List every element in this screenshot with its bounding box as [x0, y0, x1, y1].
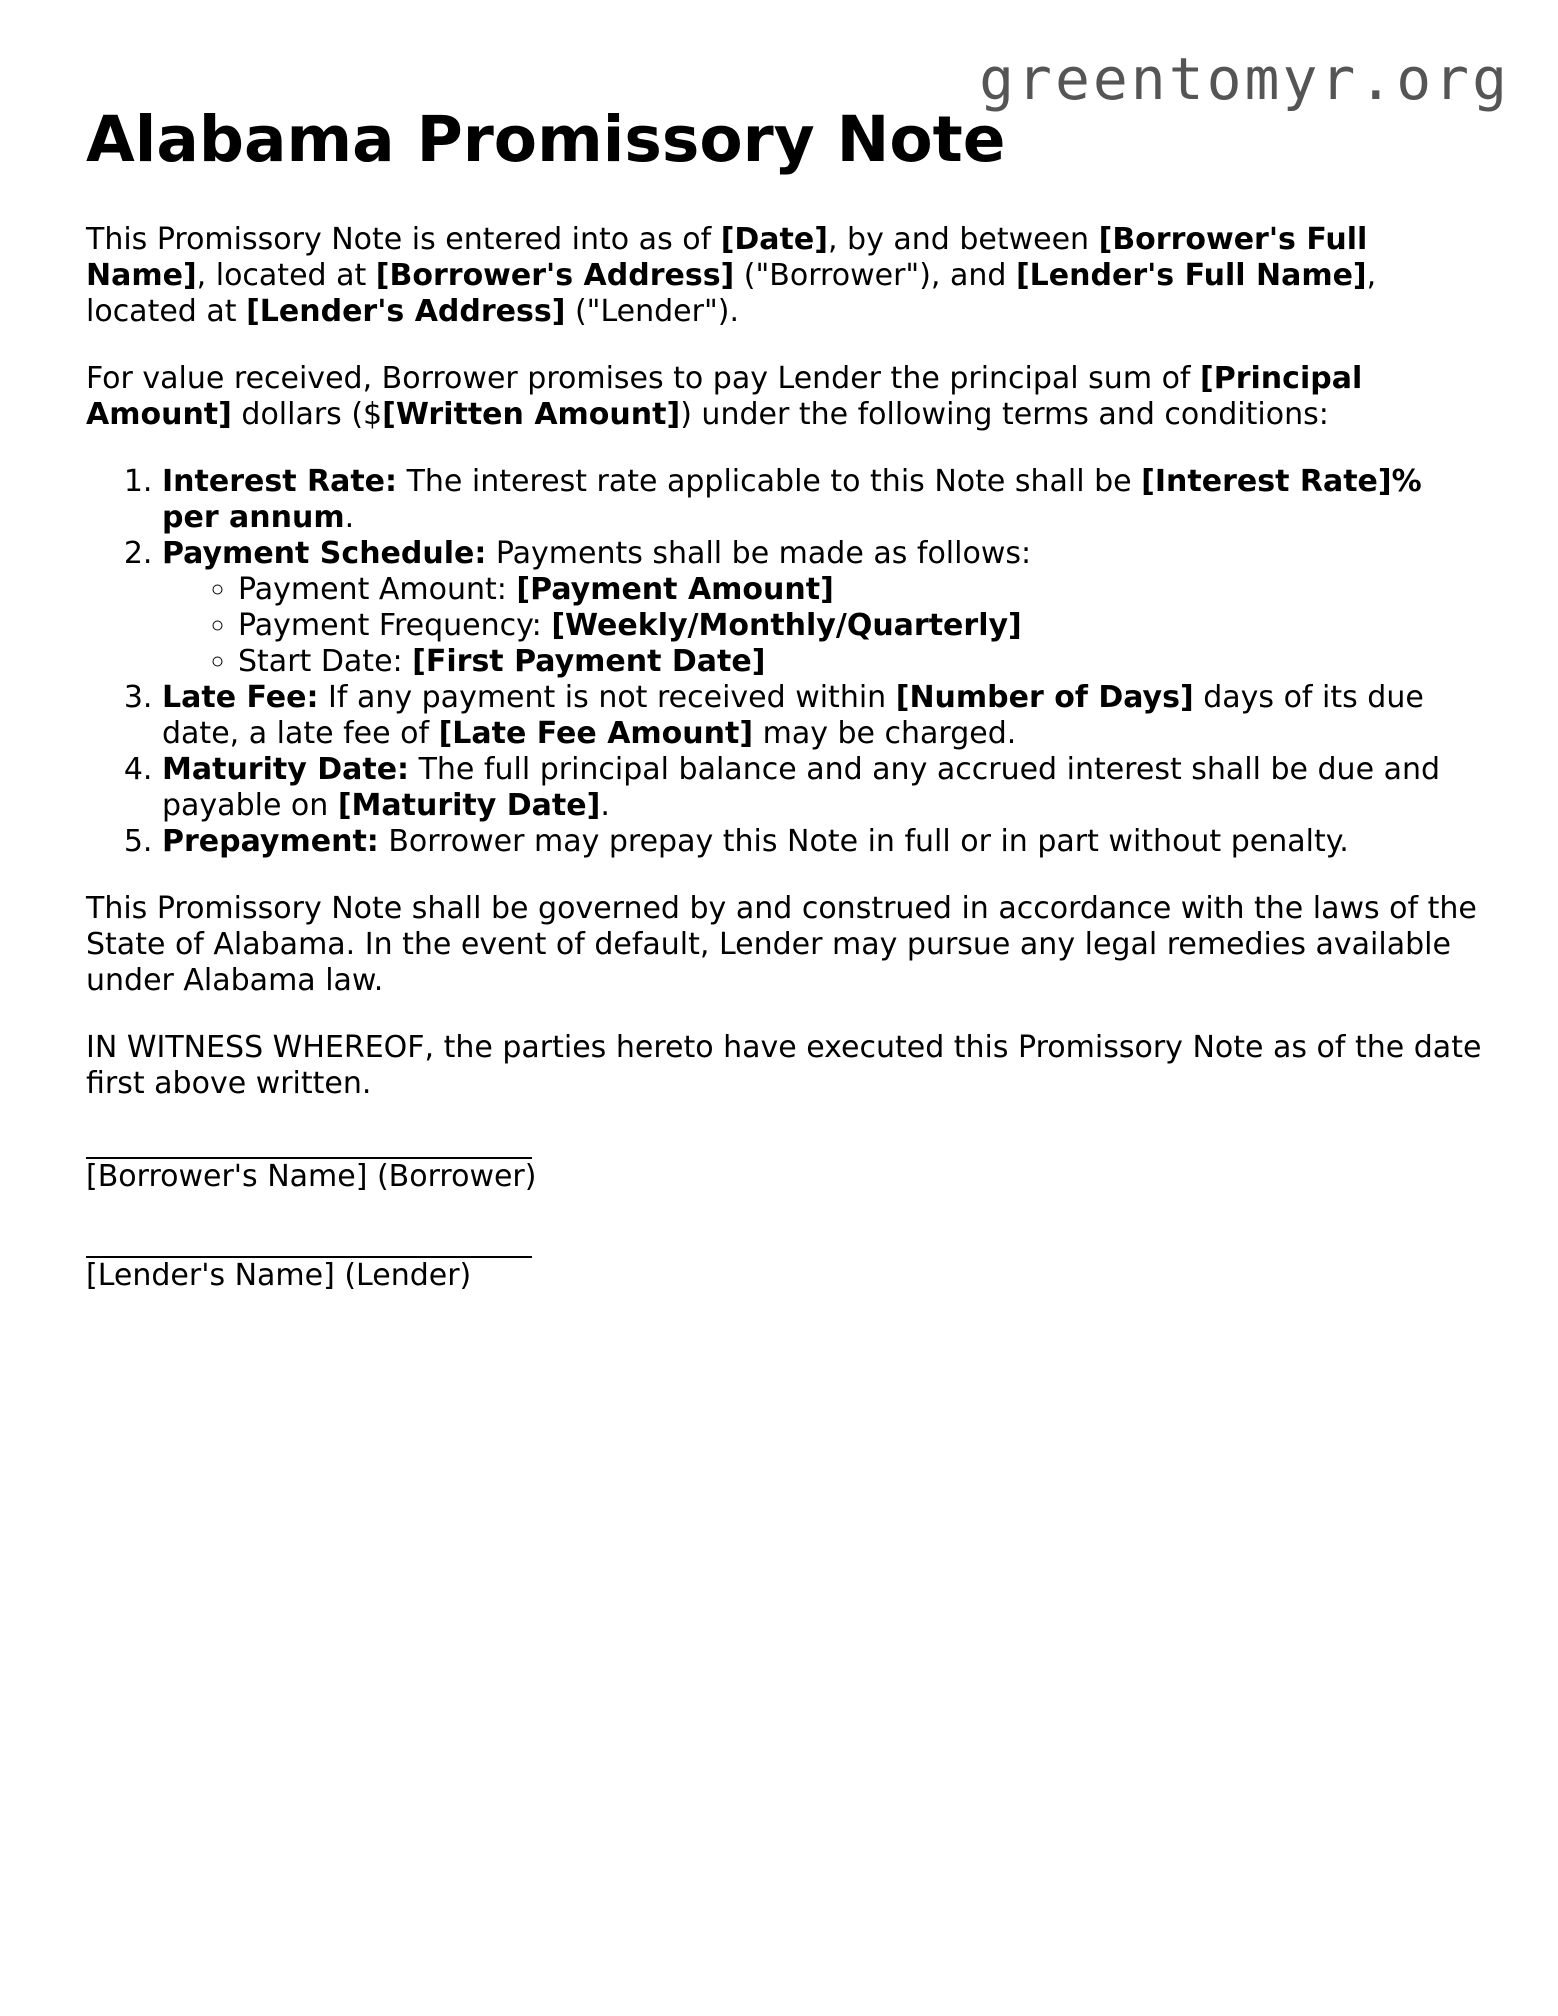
intro-paragraph: This Promissory Note is entered into as of [Date], by and between [Borrower's Full Name], located at [Borrower's Address] ("Borrower"), and [Lender's Full Name], located at [Lender's Address] ("Lender").	[86, 222, 1377, 329]
borrower-signature-line	[86, 1145, 532, 1159]
lender-name-placeholder: [Lender's Full Name]	[1015, 258, 1367, 293]
date-placeholder: [Date]	[720, 222, 828, 257]
payment-amount-item: ◦ Payment Amount: [Payment Amount]	[238, 572, 1486, 608]
borrower-signature-block	[86, 1145, 1486, 1195]
witness-paragraph: IN WITNESS WHEREOF, the parties hereto have executed this Promissory Note as of the date first above written.	[86, 1030, 1482, 1101]
lender-address-placeholder: [Lender's Address]	[246, 294, 566, 329]
borrower-address-placeholder: [Borrower's Address]	[375, 258, 735, 293]
term-maturity-date: 4. Maturity Date: The full principal balance and any accrued interest shall be due and payable on [Maturity Date].	[162, 752, 1486, 824]
principal-placeholder: [Principal Amount]	[86, 361, 1363, 432]
payment-schedule-list	[162, 572, 1486, 680]
lender-signature-block	[86, 1244, 1486, 1294]
document-body	[86, 222, 1486, 1294]
borrower-name-placeholder: [Borrower's Full Name]	[86, 222, 1368, 293]
watermark: greentomyr.org	[979, 45, 1510, 113]
terms-list	[86, 464, 1486, 860]
payment-frequency-item: ◦ Payment Frequency: [Weekly/Monthly/Quarterly]	[238, 608, 1486, 644]
term-interest-rate: 1. Interest Rate: The interest rate applicable to this Note shall be [Interest Rate]% per annum.	[162, 464, 1486, 536]
term-payment-schedule: 2. Payment Schedule: Payments shall be made as follows: ◦ Payment Amount: [Payment Amount] ◦ Payment Frequency: [Weekly/Monthly/Quarterly] ◦ Start Date: [First Payment Date]	[162, 536, 1486, 680]
term-late-fee: 3. Late Fee: If any payment is not received within [Number of Days] days of its due date, a late fee of [Late Fee Amount] may be charged.	[162, 680, 1486, 752]
value-paragraph: For value received, Borrower promises to pay Lender the principal sum of [Principal Amount] dollars ($[Written Amount]) under the following terms and conditions:	[86, 361, 1363, 432]
lender-signature-label: [Lender's Name] (Lender)	[86, 1258, 472, 1293]
written-amount-placeholder: [Written Amount]	[382, 397, 681, 432]
term-prepayment: 5. Prepayment: Borrower may prepay this Note in full or in part without penalty.	[162, 824, 1486, 860]
document-title: Alabama Promissory Note	[86, 103, 1006, 176]
interest-rate-placeholder: [Interest Rate]% per annum	[162, 464, 1422, 535]
governing-law-paragraph: This Promissory Note shall be governed by and construed in accordance with the laws of the State of Alabama. In the event of default, Lender may pursue any legal remedies available under Alabama law.	[86, 891, 1477, 998]
start-date-item: ◦ Start Date: [First Payment Date]	[238, 644, 1486, 680]
borrower-signature-label: [Borrower's Name] (Borrower)	[86, 1159, 537, 1194]
lender-signature-line	[86, 1244, 532, 1258]
